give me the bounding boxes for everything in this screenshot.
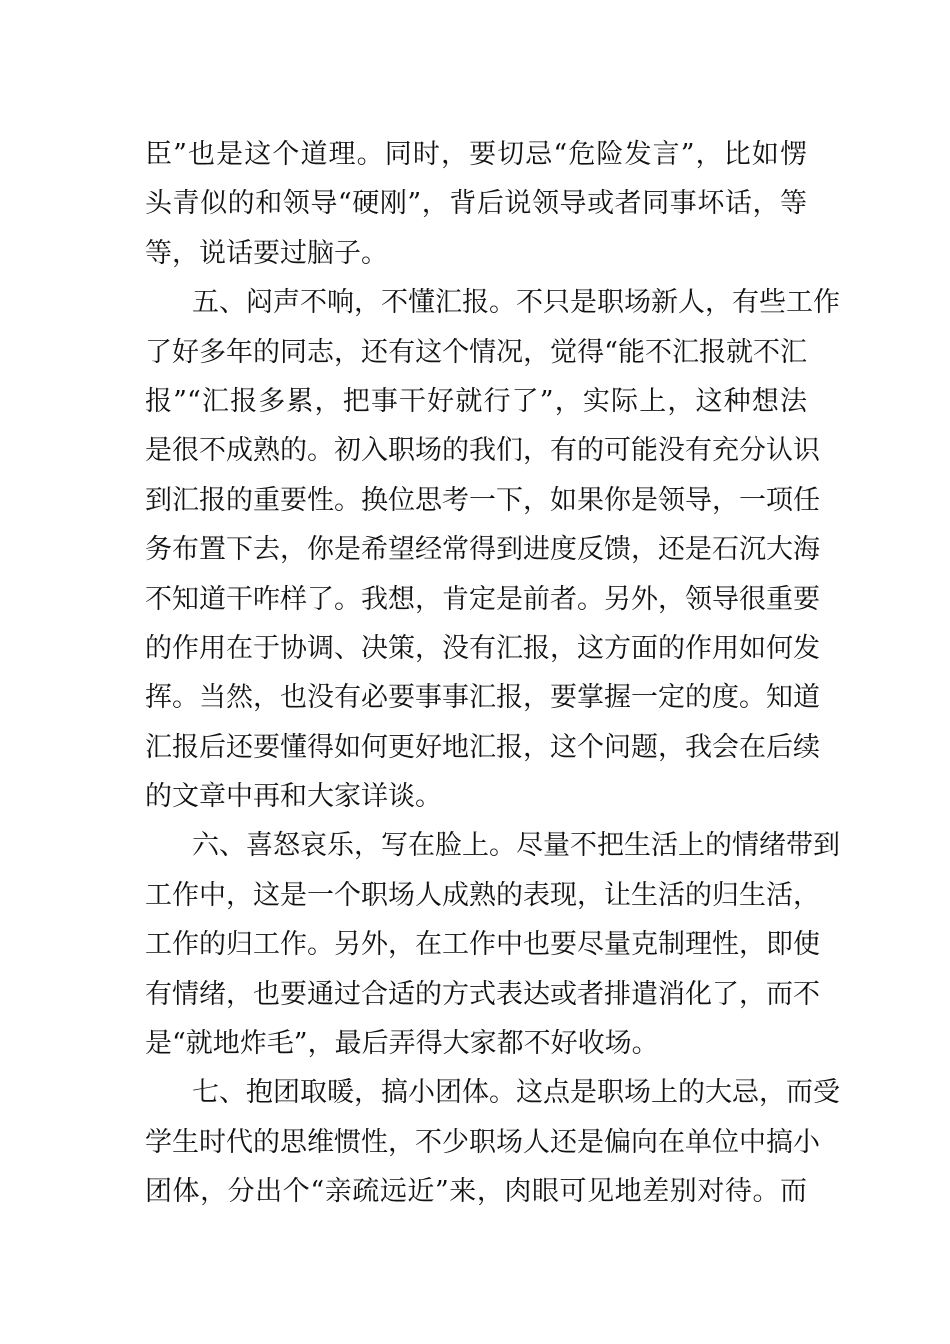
text-line: 五、闷声不响，不懂汇报。不只是职场新人，有些工作	[192, 287, 840, 319]
text-line: 的文章中再和大家详谈。	[145, 781, 442, 813]
text-line: 臣”也是这个道理。同时，要切忌“危险发言”，比如愣	[145, 139, 807, 170]
text-line: 有情绪，也要通过合适的方式表达或者排遣消化了，而不	[145, 978, 820, 1010]
text-line: 头青似的和领导“硬刚”，背后说领导或者同事坏话，等	[145, 188, 807, 220]
text-line: 报”“汇报多累，把事干好就行了”，实际上，这种想法	[145, 385, 807, 417]
text-line: 七、抱团取暖，搞小团体。这点是职场上的大忌，而受	[192, 1077, 840, 1109]
text-line: 学生时代的思维惯性，不少职场人还是偏向在单位中搞小	[145, 1126, 820, 1158]
paragraph-six	[145, 821, 840, 1068]
text-line: 工作的归工作。另外，在工作中也要尽量克制理性，即使	[145, 929, 820, 961]
text-line: 工作中，这是一个职场人成熟的表现，让生活的归生活，	[145, 879, 820, 911]
text-line: 等，说话要过脑子。	[145, 237, 388, 269]
text-line: 汇报后还要懂得如何更好地汇报，这个问题，我会在后续	[145, 731, 820, 763]
text-line: 挥。当然，也没有必要事事汇报，要掌握一定的度。知道	[145, 682, 820, 714]
text-line: 六、喜怒哀乐，写在脸上。尽量不把生活上的情绪带到	[192, 830, 840, 862]
text-line: 了好多年的同志，还有这个情况，觉得“能不汇报就不汇	[145, 336, 807, 368]
text-line: 不知道干咋样了。我想，肯定是前者。另外，领导很重要	[145, 583, 820, 615]
text-line: 到汇报的重要性。换位思考一下，如果你是领导，一项任	[145, 484, 820, 516]
paragraph-seven	[145, 1068, 840, 1216]
paragraph-continuation	[145, 130, 807, 278]
text-line: 务布置下去，你是希望经常得到进度反馈，还是石沉大海	[145, 534, 820, 566]
document-body	[145, 130, 840, 1217]
text-line: 团体，分出个“亲疏远近”来，肉眼可见地差别对待。而	[145, 1176, 807, 1208]
text-line: 是“就地炸毛”，最后弄得大家都不好收场。	[145, 1028, 659, 1060]
text-line: 的作用在于协调、决策，没有汇报，这方面的作用如何发	[145, 632, 820, 664]
text-line: 是很不成熟的。初入职场的我们，有的可能没有充分认识	[145, 435, 820, 467]
paragraph-five	[145, 278, 840, 821]
